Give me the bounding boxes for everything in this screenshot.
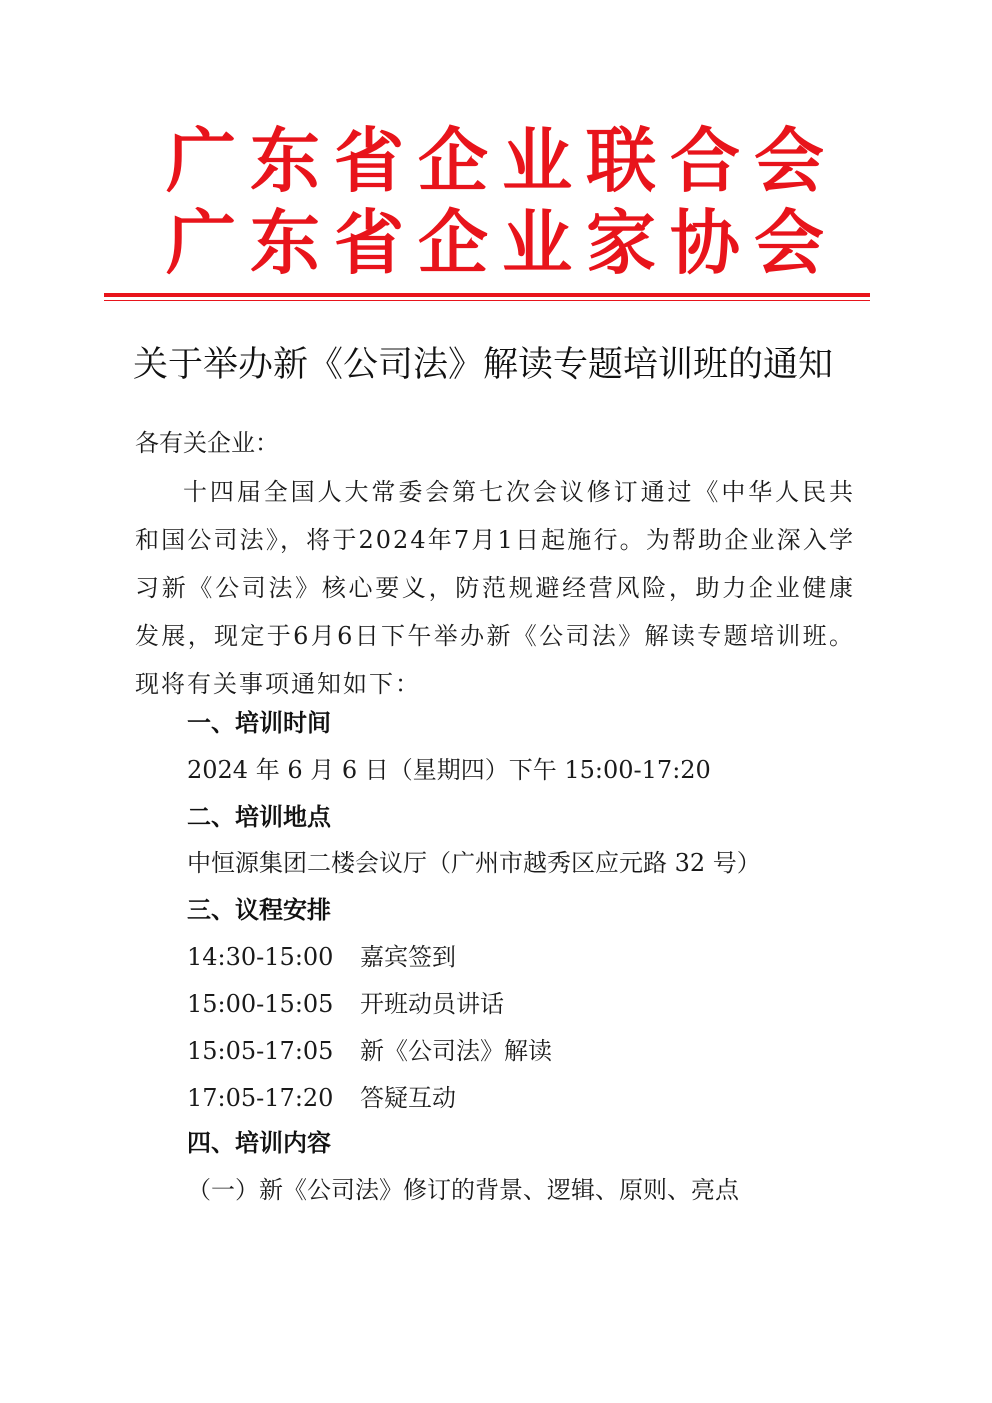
agenda-time: 15:00-15:05: [187, 990, 334, 1018]
letterhead-char: 广: [166, 119, 236, 202]
letterhead-char: 会: [754, 201, 824, 284]
letterhead-char: 省: [334, 119, 404, 202]
letterhead-char: 企: [418, 201, 488, 284]
agenda-activity: 开班动员讲话: [360, 990, 504, 1018]
letterhead-char: 企: [418, 119, 488, 202]
letterhead-char: 东: [250, 201, 320, 284]
agenda-time: 17:05-17:20: [187, 1084, 334, 1112]
letterhead-char: 省: [334, 201, 404, 284]
agenda-activity: 答疑互动: [360, 1084, 456, 1112]
letterhead-char: 东: [250, 119, 320, 202]
letterhead-char: 合: [670, 119, 740, 202]
letterhead-char: 广: [166, 201, 236, 284]
salutation: 各有关企业：: [135, 429, 279, 457]
agenda-activity: 新《公司法》解读: [360, 1037, 552, 1065]
letterhead-char: 联: [586, 119, 656, 202]
letterhead-char: 业: [502, 201, 572, 284]
training-time-text: 2024 年 6 月 6 日（星期四）下午 15:00-17:20: [187, 756, 711, 784]
training-location-text: 中恒源集团二楼会议厅（广州市越秀区应元路 32 号）: [187, 849, 761, 877]
section-heading-agenda: 三、议程安排: [187, 896, 331, 924]
letterhead-char: 会: [754, 119, 824, 202]
letterhead-char: 协: [670, 201, 740, 284]
letterhead-char: 业: [502, 119, 572, 202]
training-content-item-1: （一）新《公司法》修订的背景、逻辑、原则、亮点: [187, 1176, 739, 1204]
letterhead-divider-thin: [104, 300, 870, 301]
agenda-activity: 嘉宾签到: [360, 943, 456, 971]
section-heading-content: 四、培训内容: [187, 1129, 331, 1157]
intro-paragraph: 十四届全国人大常委会第七次会议修订通过《中华人民共和国公司法》，将于2024年7月1日起施行。为帮助企业深入学习新《公司法》核心要义，防范规避经营风险，助力企业健康发展，现定于6月6日下午举办新《公司法》解读专题培训班。现将有关事项通知如下：: [135, 478, 855, 698]
agenda-time: 15:05-17:05: [187, 1037, 334, 1065]
letterhead-divider-thick: [104, 293, 870, 297]
letterhead-line-1: [160, 120, 830, 202]
letterhead-char: 家: [586, 201, 656, 284]
agenda-time: 14:30-15:00: [187, 943, 334, 971]
letterhead-line-2: [160, 202, 830, 284]
section-heading-time: 一、培训时间: [187, 709, 331, 737]
section-heading-location: 二、培训地点: [187, 803, 331, 831]
notice-title: 关于举办新《公司法》解读专题培训班的通知: [133, 345, 834, 385]
